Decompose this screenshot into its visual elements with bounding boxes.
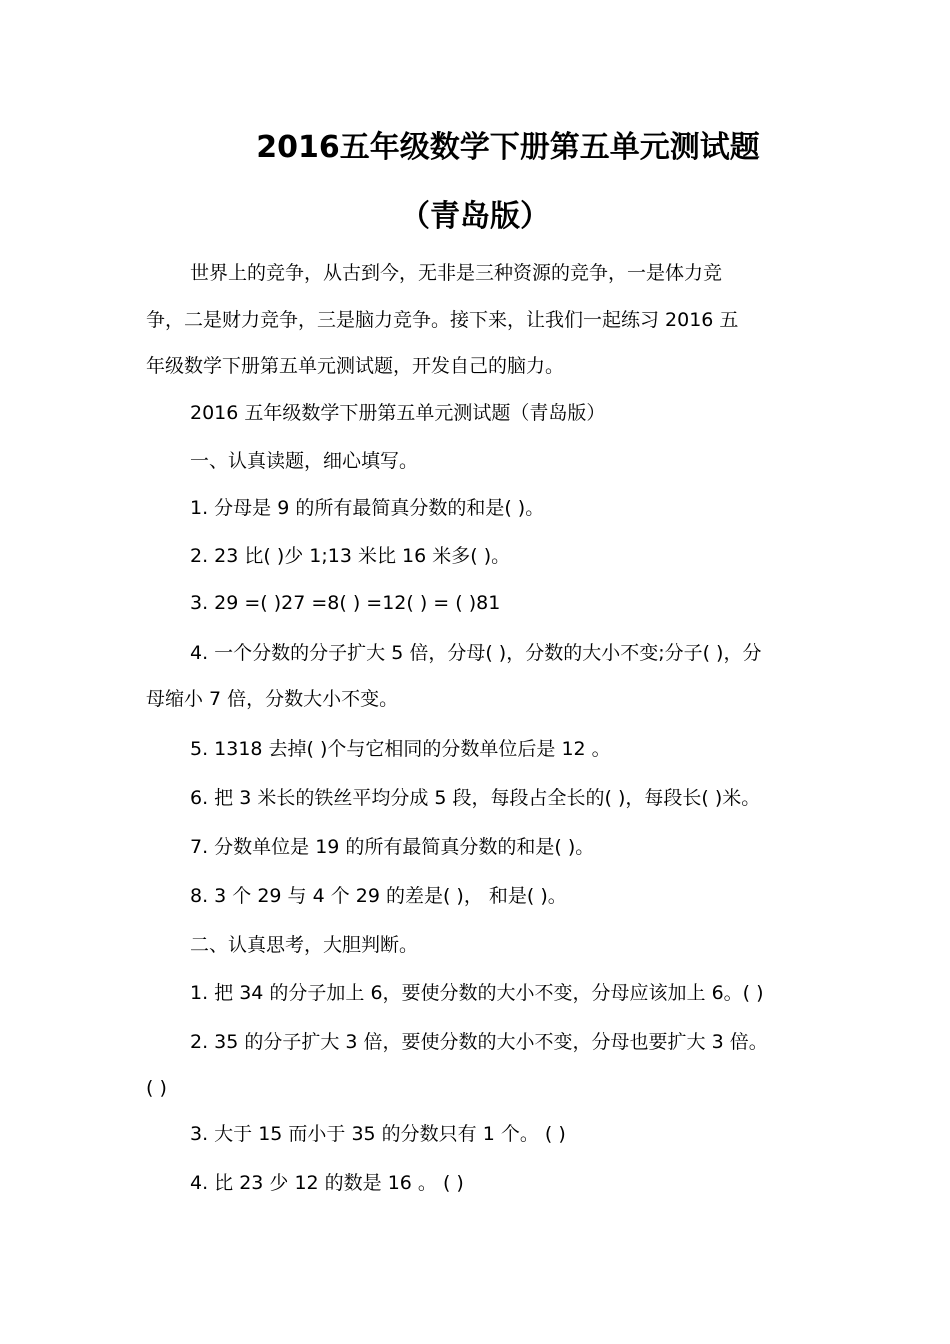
- question-item: 3. 大于 15 而小于 35 的分数只有 1 个。 ( ): [190, 1123, 566, 1145]
- document-title-line1: 2016五年级数学下册第五单元测试题: [256, 130, 760, 165]
- intro-line-1: 世界上的竞争，从古到今，无非是三种资源的竞争，一是体力竞: [190, 262, 723, 284]
- question-item: 6. 把 3 米长的铁丝平均分成 5 段，每段占全长的( )，每段长( )米。: [190, 787, 761, 809]
- section1-heading: 一、认真读题，细心填写。: [190, 450, 419, 472]
- question-item: 8. 3 个 29 与 4 个 29 的差是( )， 和是( )。: [190, 885, 567, 907]
- question-item: 4. 一个分数的分子扩大 5 倍，分母( )，分数的大小不变;分子( )，分: [190, 642, 762, 664]
- question-item-continued: 母缩小 7 倍，分数大小不变。: [146, 688, 399, 710]
- section2-heading: 二、认真思考，大胆判断。: [190, 934, 419, 956]
- question-item: 7. 分数单位是 19 的所有最简真分数的和是( )。: [190, 836, 595, 858]
- question-item: 1. 把 34 的分子加上 6，要使分数的大小不变，分母应该加上 6。( ): [190, 982, 764, 1004]
- question-item-continued: ( ): [146, 1077, 167, 1099]
- intro-line-3: 年级数学下册第五单元测试题，开发自己的脑力。: [146, 355, 565, 377]
- document-title-line2: （青岛版）: [400, 199, 550, 234]
- question-item: 2. 35 的分子扩大 3 倍，要使分数的大小不变，分母也要扩大 3 倍。: [190, 1031, 768, 1053]
- question-item: 3. 29 =( )27 =8( ) =12( ) = ( )81: [190, 592, 501, 614]
- question-item: 5. 1318 去掉( )个与它相同的分数单位后是 12 。: [190, 738, 611, 760]
- question-item: 4. 比 23 少 12 的数是 16 。 ( ): [190, 1172, 464, 1194]
- subtitle: 2016 五年级数学下册第五单元测试题（青岛版）: [190, 402, 606, 424]
- question-item: 1. 分母是 9 的所有最简真分数的和是( )。: [190, 497, 545, 519]
- intro-line-2: 争，二是财力竞争，三是脑力竞争。接下来，让我们一起练习 2016 五: [146, 309, 739, 331]
- question-item: 2. 23 比( )少 1;13 米比 16 米多( )。: [190, 545, 511, 567]
